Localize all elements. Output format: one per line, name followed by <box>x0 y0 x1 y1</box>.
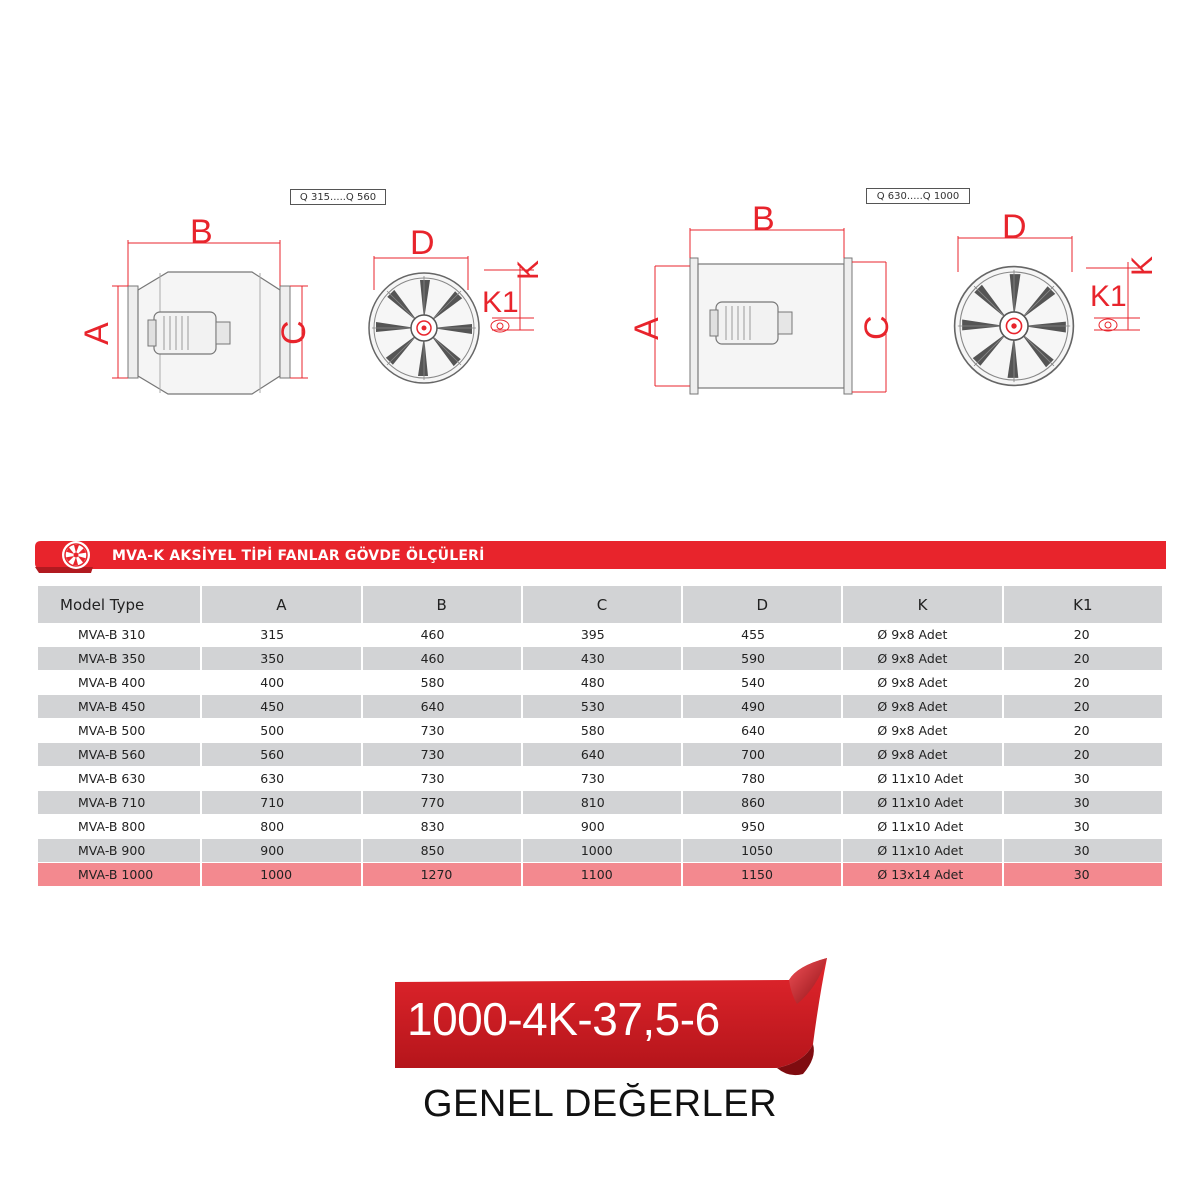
right-side-view <box>628 200 896 394</box>
cell-d: 1150 <box>683 863 841 887</box>
right-front-view <box>955 208 1159 385</box>
left-range-label: Q 315.....Q 560 <box>290 189 386 205</box>
cell-a: 630 <box>202 767 360 791</box>
cell-b: 830 <box>363 815 521 839</box>
left-dim-k1: K1 <box>482 286 519 319</box>
table-row <box>38 719 1162 743</box>
cell-d: 950 <box>683 815 841 839</box>
cell-model: MVA-B 560 <box>38 743 200 767</box>
cell-model: MVA-B 630 <box>38 767 200 791</box>
cell-model: MVA-B 400 <box>38 671 200 695</box>
cell-c: 395 <box>523 623 681 647</box>
cell-k: Ø 9x8 Adet <box>843 719 1001 743</box>
left-dim-d: D <box>410 224 435 262</box>
cell-a: 560 <box>202 743 360 767</box>
cell-a: 350 <box>202 647 360 671</box>
cell-d: 490 <box>683 695 841 719</box>
cell-k1: 30 <box>1004 863 1162 887</box>
header-b: B <box>363 586 521 623</box>
table-header-row <box>38 586 1162 623</box>
cell-c: 1100 <box>523 863 681 887</box>
cell-b: 730 <box>363 743 521 767</box>
cell-b: 850 <box>363 839 521 863</box>
cell-k1: 20 <box>1004 623 1162 647</box>
cell-model: MVA-B 800 <box>38 815 200 839</box>
dimension-drawings <box>0 0 1200 520</box>
cell-k: Ø 9x8 Adet <box>843 743 1001 767</box>
header-k1: K1 <box>1004 586 1162 623</box>
header-a: A <box>202 586 360 623</box>
cell-d: 455 <box>683 623 841 647</box>
table-row <box>38 791 1162 815</box>
cell-k1: 20 <box>1004 695 1162 719</box>
header-k: K <box>843 586 1001 623</box>
product-code: 1000-4K-37,5-6 <box>407 993 720 1045</box>
cell-d: 590 <box>683 647 841 671</box>
cell-a: 315 <box>202 623 360 647</box>
cell-c: 810 <box>523 791 681 815</box>
table-row <box>38 623 1162 647</box>
left-dim-a: A <box>78 322 116 345</box>
cell-k: Ø 11x10 Adet <box>843 839 1001 863</box>
cell-model: MVA-B 310 <box>38 623 200 647</box>
cell-c: 580 <box>523 719 681 743</box>
cell-b: 730 <box>363 719 521 743</box>
cell-model: MVA-B 450 <box>38 695 200 719</box>
header-model-type: Model Type <box>38 586 200 623</box>
cell-k1: 20 <box>1004 743 1162 767</box>
table-row <box>38 695 1162 719</box>
cell-model: MVA-B 900 <box>38 839 200 863</box>
cell-d: 780 <box>683 767 841 791</box>
header-d: D <box>683 586 841 623</box>
cell-a: 900 <box>202 839 360 863</box>
left-side-view <box>78 213 313 394</box>
cell-k: Ø 9x8 Adet <box>843 695 1001 719</box>
cell-b: 640 <box>363 695 521 719</box>
cell-k: Ø 11x10 Adet <box>843 815 1001 839</box>
cell-k1: 20 <box>1004 671 1162 695</box>
cell-k: Ø 11x10 Adet <box>843 791 1001 815</box>
table-row <box>38 671 1162 695</box>
cell-c: 900 <box>523 815 681 839</box>
left-dim-b: B <box>190 213 213 251</box>
cell-b: 1270 <box>363 863 521 887</box>
cell-d: 640 <box>683 719 841 743</box>
cell-b: 730 <box>363 767 521 791</box>
cell-k1: 30 <box>1004 791 1162 815</box>
cell-k: Ø 9x8 Adet <box>843 623 1001 647</box>
cell-c: 1000 <box>523 839 681 863</box>
cell-c: 730 <box>523 767 681 791</box>
cell-a: 1000 <box>202 863 360 887</box>
cell-a: 800 <box>202 815 360 839</box>
cell-k: Ø 11x10 Adet <box>843 767 1001 791</box>
cell-b: 580 <box>363 671 521 695</box>
cell-k: Ø 9x8 Adet <box>843 647 1001 671</box>
cell-b: 460 <box>363 647 521 671</box>
table-row <box>38 743 1162 767</box>
table-title: MVA-K AKSİYEL TİPİ FANLAR GÖVDE ÖLÇÜLERİ <box>112 548 485 564</box>
cell-model: MVA-B 500 <box>38 719 200 743</box>
right-dim-c: C <box>858 315 896 340</box>
cell-c: 430 <box>523 647 681 671</box>
cell-k1: 30 <box>1004 839 1162 863</box>
cell-k: Ø 13x14 Adet <box>843 863 1001 887</box>
header-c: C <box>523 586 681 623</box>
table-row <box>38 647 1162 671</box>
cell-b: 770 <box>363 791 521 815</box>
fan-logo-icon <box>62 541 90 569</box>
right-dim-k1: K1 <box>1090 280 1127 313</box>
cell-a: 400 <box>202 671 360 695</box>
left-dim-k: K <box>512 259 545 280</box>
table-row <box>38 839 1162 863</box>
cell-model: MVA-B 710 <box>38 791 200 815</box>
cell-a: 500 <box>202 719 360 743</box>
cell-c: 640 <box>523 743 681 767</box>
cell-d: 860 <box>683 791 841 815</box>
cell-k1: 30 <box>1004 815 1162 839</box>
cell-b: 460 <box>363 623 521 647</box>
right-dim-a: A <box>628 317 666 340</box>
cell-d: 700 <box>683 743 841 767</box>
cell-k1: 20 <box>1004 647 1162 671</box>
left-dim-c: C <box>275 320 313 345</box>
right-dim-d: D <box>1002 208 1027 246</box>
cell-a: 710 <box>202 791 360 815</box>
general-values-title: GENEL DEĞERLER <box>422 1083 778 1125</box>
cell-k1: 30 <box>1004 767 1162 791</box>
cell-model: MVA-B 350 <box>38 647 200 671</box>
table-row <box>38 815 1162 839</box>
cell-d: 540 <box>683 671 841 695</box>
dimensions-table <box>36 586 1164 887</box>
cell-c: 480 <box>523 671 681 695</box>
left-front-view <box>369 224 545 383</box>
cell-model: MVA-B 1000 <box>38 863 200 887</box>
cell-a: 450 <box>202 695 360 719</box>
cell-k: Ø 9x8 Adet <box>843 671 1001 695</box>
table-body <box>38 623 1162 887</box>
right-dim-k: K <box>1126 255 1159 276</box>
cell-c: 530 <box>523 695 681 719</box>
table-row <box>38 863 1162 887</box>
cell-d: 1050 <box>683 839 841 863</box>
table-row <box>38 767 1162 791</box>
right-dim-b: B <box>752 200 775 238</box>
cell-k1: 20 <box>1004 719 1162 743</box>
right-range-label: Q 630.....Q 1000 <box>866 188 970 204</box>
